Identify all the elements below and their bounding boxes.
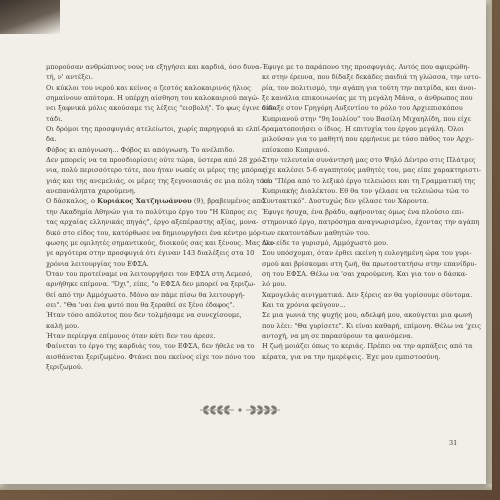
text-line: επίσκοπο Κυπριανό. bbox=[262, 145, 330, 154]
text-line: νει ξαφνικά μόλις ακούσαμε τις λέξεις "εισβολή". Το φως έγινε σκο- bbox=[46, 104, 277, 113]
text-line: ξεριζωμού. bbox=[46, 362, 83, 371]
text-line: λό μου. bbox=[262, 280, 287, 289]
text-line: ανεπανάληπτα χαρούμενη. bbox=[46, 187, 136, 196]
text-line: κέρατα, για να την ημερέψεις. Έχε μου εμπιστοσύνη. bbox=[262, 352, 441, 361]
text-line: δικό στο είδος του, κατόρθωσε να δημιουργήσει ένα κέντρο μόρ- bbox=[46, 228, 264, 237]
text-line: τας αρχαίας ελληνικάς πηγάς", έργο αξεπέραστης αξίας, μονα- bbox=[46, 218, 259, 227]
text-line: Η ζωή μοιάζει όπως το κεριάς. Πρέπει να την αρπάξεις από τα bbox=[262, 342, 473, 351]
text-line: Ο δάσκαλος, ο Κυριάκος Χατζηιωάννου (9), βραβευμένος από bbox=[46, 197, 265, 206]
text-line: Σε μια γωνιά της ψυχής μου, αδελφή μου, ακούγεται μια φωνή bbox=[262, 311, 473, 320]
text-column-right bbox=[262, 62, 482, 362]
text-line: γιάς και της ανεμελιάς, οι μέρες της ξεγνοιασιάς σε μια πόλη τόσο bbox=[46, 176, 273, 185]
text-line: ση του ΕΦΣΑ. Θέλω να 'σαι χαρούμενη. Και για τον ο δάσκα- bbox=[262, 269, 468, 278]
text-line: Φόβος κι απόγνωση... Φόβος κι απόγνωση. Το ανέλπιδο. bbox=[46, 145, 235, 154]
text-line: Χαμογελάς αινιγματικά. Δεν ξέρεις αν θα γυρίσουμε σύντομα. bbox=[262, 290, 473, 299]
text-line: στημονικό έργο, πατρόσημα αναγνωρισμένο, έχοντας την αγάπη bbox=[262, 218, 480, 227]
text-line: θεί από την Αμμόχωστο. Μόνο αν πάμε πίσω θα λειτουργή- bbox=[46, 290, 245, 299]
text-line: κε στην έρευνα, που δίδαξε δεκάδες παιδιά τη γλώσσα, την ιστο- bbox=[262, 73, 481, 82]
text-line: δίδαξε στον Γρηγόρη Αυξεντίου το ρόλο του Αρχιεπισκόπου bbox=[262, 104, 463, 113]
text-line: Φαίνεται το έργο της καρδιάς του, τον ΕΦΣΑ, δεν ήθελε να το bbox=[46, 342, 255, 351]
text-line: Κυπριακής Διαλέκτου. Εθ θα τον γέλασε να τελειώσω τώα το bbox=[262, 187, 469, 196]
page-edge-bottom bbox=[0, 484, 492, 490]
laurel-ornament-icon bbox=[196, 402, 284, 418]
text-line: είχε καλέσει 5-6 αγαπητούς μαθητές του, μας είπε χαρακτηριστι- bbox=[262, 166, 482, 175]
text-line: τή, ν' αντέξει. bbox=[46, 73, 93, 82]
text-line: νια, πολύ περισσότερο τότε, που ήταν νωπές οι μέρες της μπόρας bbox=[46, 166, 266, 175]
text-line: σημαίνουν απότομα. Η υπέρχη αίσθηση του καλοκαιριού παγώ- bbox=[46, 94, 260, 103]
text-line: χρόνια λειτουργίας του ΕΦΣΑ. bbox=[46, 259, 149, 268]
text-line: Έφυγε με το παράπονο της προσφυγιάς. Αυτός που αφιερώθη- bbox=[262, 63, 470, 71]
page-corner-shadow bbox=[0, 0, 60, 34]
text-line: δραματοποιήσει ο ίδιος. Η επιτυχία του έργου μεγάλη. Όλοι bbox=[262, 125, 464, 134]
text-line: γε αργότερα στην προσφυγιά ότι έγιναν 143 διαλέξεις στα 10 bbox=[46, 249, 255, 258]
page-edge-right bbox=[486, 0, 492, 490]
text-line: δα. bbox=[46, 135, 57, 144]
page-number: 31 bbox=[449, 439, 458, 447]
text-line: φωσης με ομιλητές σημαντικούς, διοικούς σας και ξένους. Μας έλε- bbox=[46, 238, 276, 247]
text-line: αντοχή, να μη σε παρασύρουν τα φαινόμενα. bbox=[262, 331, 413, 340]
text-line: μιλούσαν για το μαθητή που ερμήνευε με τόσο πάθος τον Αρχι- bbox=[262, 135, 474, 144]
text-line: Όταν του προτείναμε να λειτουργήσει τον ΕΦΣΑ στη Λεμεσό, bbox=[46, 269, 253, 278]
text-line: αισθάνεται ξεριζωμένο. Φτάνει που εκείνος είχε τον πόνο του bbox=[46, 352, 256, 361]
text-line: Συντακτικό". Δυστυχώς δεν γέλασε τον Χάροντα. bbox=[262, 197, 429, 206]
text-line: Δεν μπορείς να τα προσδιορίσεις ούτε τώρα, ύστερα από 28 χρό- bbox=[46, 156, 264, 165]
text-line: Σου υπόσχομαι, όταν έρθει εκείνη η ευλογημένη ώρα του γυρι- bbox=[262, 249, 472, 258]
text-line: σμού και βρίσκομαι στη ζωή, θα πρωτοστατήσω στην επανίδρυ- bbox=[262, 259, 477, 268]
text-line: ξε κανάλια επικοινωνίας με τη μεγάλη Μάνα, ο άνθρωπος που bbox=[262, 94, 473, 103]
text-line: που λέει: "Θα γυρίσετε". Κι είναι καθαρή, επίμονη. Θέλω να 'χεις bbox=[262, 321, 481, 330]
text-line: Και τα χρόνια φεύγουν... bbox=[262, 300, 346, 309]
text-line: καλή μου. bbox=[46, 321, 80, 330]
text-line: Οι κύκλοι του νερού και κείνος ο ζεστός καλοκαιρινός ήλιος bbox=[46, 83, 251, 92]
text-line: τάδι. bbox=[46, 114, 63, 123]
text-line: Δεν είδε το γυρισμό, Αμμόχωστό μου. bbox=[262, 238, 389, 247]
text-line: Έφυγε ήσυχα, ένα βράδυ, αφήνοντας όμως ένα πλούσιο επι- bbox=[262, 207, 464, 216]
text-line: την Ακαδημία Αθηνών για το πολύτιμο έργο του "Η Κύπρος εις bbox=[46, 207, 257, 216]
text-line: Οι δρόμοι της προσφυγιάς ατελείωτοι, χωρίς παρηγοριά κι ελπί- bbox=[46, 125, 263, 134]
text-line: αρνήθηκε επίμονα. "Όχι", είπε, "ο ΕΦΣΑ δεν μπορεί να ξεριζω- bbox=[46, 280, 256, 289]
text-line: των εκατοντάδων μαθητών του. bbox=[262, 228, 370, 237]
text-line: μπορούσαν ανθρώπινος νους να εξηγήσει και καρδιά, όσο δυνα- bbox=[46, 63, 262, 71]
text-line: Ήταν τόσο απόλυτος που δεν τολμήσαμε να συνεχίσουμε, bbox=[46, 311, 242, 320]
text-line: Ήταν περίεργα επίμονος όταν κάτι δεν του άρεσε. bbox=[46, 331, 216, 340]
text-line: Στην τελευταία συνάντησή μας στο Ψηλό Δέντρο στις Πλάτρες bbox=[262, 156, 476, 165]
teacher-name: Κυριάκος Χατζηιωάννου bbox=[97, 197, 192, 206]
text-line: ρία, τον πολιτισμό, την αγάπη για τούτη την πατρίδα, και άνοι- bbox=[262, 83, 477, 92]
text-line: κά: "Πέρα από το λεξικό έργο τελειώσει και τη Γραμματική της bbox=[262, 176, 476, 185]
text-line: σει". "Θα 'ναι ένα φυτό που θα ξεραθεί σε ξένο έδαφος". bbox=[46, 300, 235, 309]
text-line: Κυπριανού στην "9η Ιουλίου" του Βασίλη Μιχαηλίδη, που είχε bbox=[262, 114, 471, 123]
